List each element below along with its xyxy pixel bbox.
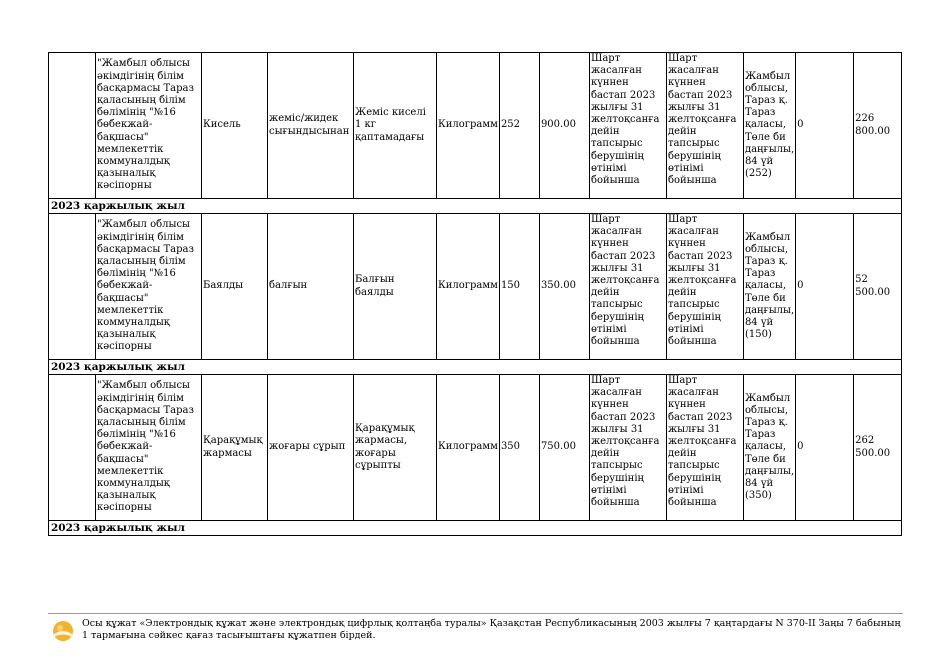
customer-cell: "Жамбыл облысы әкімдігінің білім басқармасы Тараз қаласының білім бөлімінің "№16 бөбекжай-бақшасы" мемлекеттік коммуналдық қазыналық кәсіпорны — [96, 214, 202, 360]
advance-cell: 0 — [796, 214, 854, 360]
characteristic-cell: балғын — [268, 214, 354, 360]
total-cell: 262 500.00 — [854, 375, 902, 521]
product-name-cell: Баялды — [202, 214, 268, 360]
footer — [48, 613, 903, 641]
legal-notice-text: Осы құжат «Электрондық құжат және электрондық цифрлық қолтаңба туралы» Қазақстан Республикасының 2003 жылғы 7 қаңтардағы N 370-II Заңы 7 бабының 1 тармағына сәйкес қағаз тасығыштағы құжатпен бірдей. — [82, 618, 901, 641]
fiscal-year-row — [49, 199, 902, 214]
advance-cell: 0 — [796, 375, 854, 521]
delivery-place-cell: Жамбыл облысы, Тараз қ. Тараз қаласы, Төле би даңғылы, 84 үй (252) — [743, 53, 795, 199]
customer-cell: "Жамбыл облысы әкімдігінің білім басқармасы Тараз қаласының білім бөлімінің "№16 бөбекжай-бақшасы" мемлекеттік коммуналдық қазыналық кәсіпорны — [96, 53, 202, 199]
delivery-place-cell: Жамбыл облысы, Тараз қ. Тараз қаласы, Төле би даңғылы, 84 үй (150) — [743, 214, 795, 360]
delivery-term-cell: Шарт жасалған күннен бастап 2023 жылғы 31 желтоқсанға дейін тапсырыс берушінің өтінімі бойынша — [589, 214, 666, 360]
price-cell: 350.00 — [539, 214, 589, 360]
delivery-term-cell: Шарт жасалған күннен бастап 2023 жылғы 31 желтоқсанға дейін тапсырыс берушінің өтінімі бойынша — [666, 53, 743, 199]
extra-characteristic-cell: Қарақұмық жармасы, жоғары сұрыпты — [354, 375, 437, 521]
fiscal-year-label: 2023 қаржылық жыл — [49, 360, 902, 375]
egov-logo-icon — [52, 620, 74, 642]
fiscal-year-row — [49, 521, 902, 536]
delivery-term-cell: Шарт жасалған күннен бастап 2023 жылғы 31 желтоқсанға дейін тапсырыс берушінің өтінімі бойынша — [666, 375, 743, 521]
fiscal-year-label: 2023 қаржылық жыл — [49, 521, 902, 536]
total-cell: 52 500.00 — [854, 214, 902, 360]
total-cell: 226 800.00 — [854, 53, 902, 199]
quantity-cell: 150 — [499, 214, 539, 360]
characteristic-cell: жеміс/жидек сығындысынан — [268, 53, 354, 199]
price-cell: 750.00 — [539, 375, 589, 521]
unit-cell: Килограмм — [437, 375, 500, 521]
extra-characteristic-cell: Жеміс киселі 1 кг қаптамадағы — [354, 53, 437, 199]
delivery-place-cell: Жамбыл облысы, Тараз қ. Тараз қаласы, Төле би даңғылы, 84 үй (350) — [743, 375, 795, 521]
product-name-cell: Қарақұмық жармасы — [202, 375, 268, 521]
fiscal-year-row — [49, 360, 902, 375]
fiscal-year-label: 2023 қаржылық жыл — [49, 199, 902, 214]
quantity-cell: 350 — [499, 375, 539, 521]
advance-cell: 0 — [796, 53, 854, 199]
unit-cell: Килограмм — [437, 53, 500, 199]
unit-cell: Килограмм — [437, 214, 500, 360]
delivery-term-cell: Шарт жасалған күннен бастап 2023 жылғы 31 желтоқсанға дейін тапсырыс берушінің өтінімі бойынша — [666, 214, 743, 360]
row-number-cell — [49, 53, 96, 199]
delivery-term-cell: Шарт жасалған күннен бастап 2023 жылғы 31 желтоқсанға дейін тапсырыс берушінің өтінімі бойынша — [589, 375, 666, 521]
table-row — [49, 375, 902, 521]
price-cell: 900.00 — [539, 53, 589, 199]
customer-cell: "Жамбыл облысы әкімдігінің білім басқармасы Тараз қаласының білім бөлімінің "№16 бөбекжай-бақшасы" мемлекеттік коммуналдық қазыналық кәсіпорны — [96, 375, 202, 521]
delivery-term-cell: Шарт жасалған күннен бастап 2023 жылғы 31 желтоқсанға дейін тапсырыс берушінің өтінімі бойынша — [589, 53, 666, 199]
table-row — [49, 53, 902, 199]
quantity-cell: 252 — [499, 53, 539, 199]
row-number-cell — [49, 214, 96, 360]
table-row — [49, 214, 902, 360]
characteristic-cell: жоғары сұрып — [268, 375, 354, 521]
procurement-table — [48, 52, 902, 536]
extra-characteristic-cell: Балғын баялды — [354, 214, 437, 360]
product-name-cell: Кисель — [202, 53, 268, 199]
row-number-cell — [49, 375, 96, 521]
